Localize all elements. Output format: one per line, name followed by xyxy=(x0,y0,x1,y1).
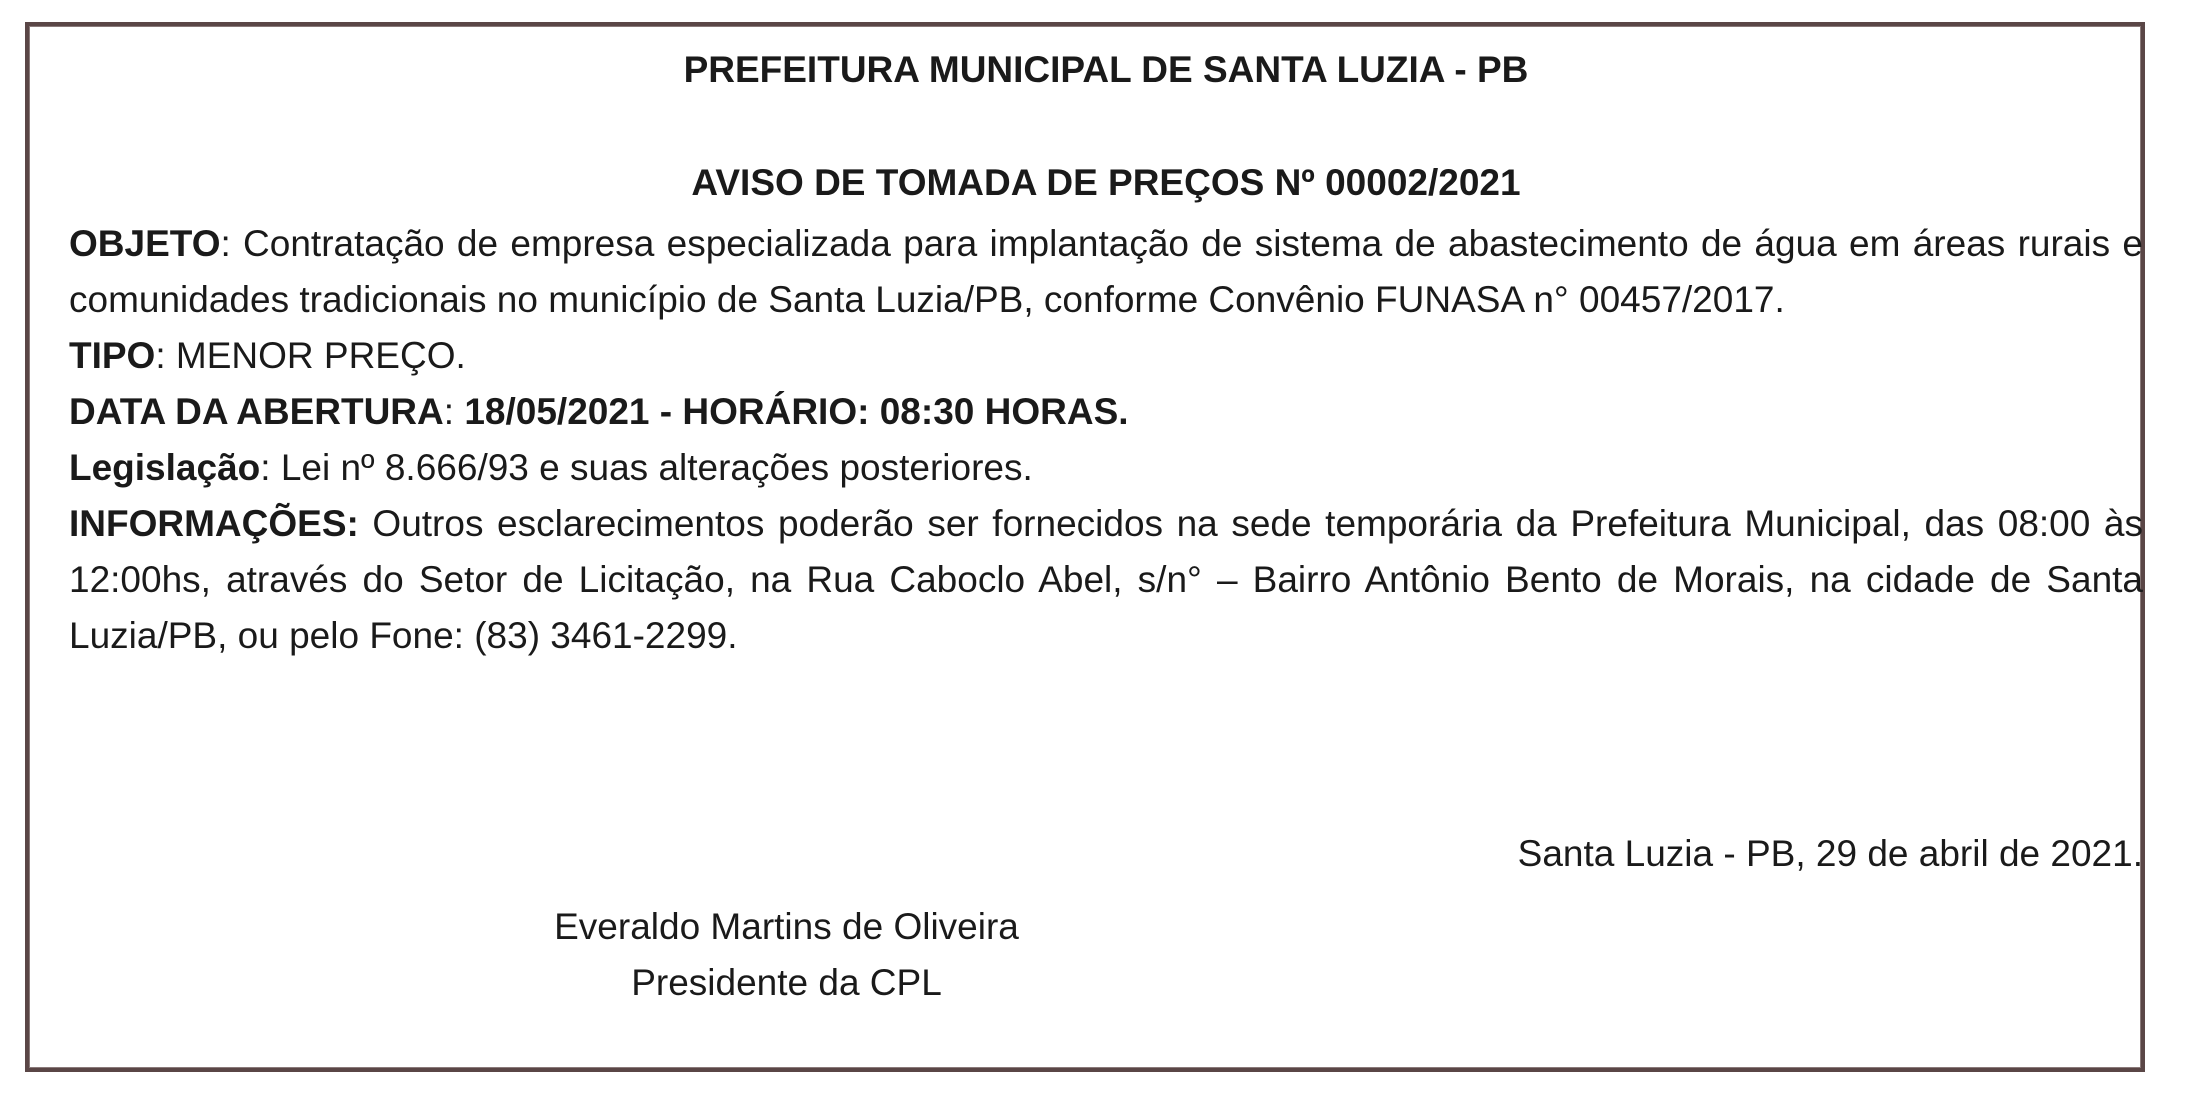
informacoes-label: INFORMAÇÕES: xyxy=(69,503,359,544)
tipo-text: : MENOR PREÇO. xyxy=(155,335,466,376)
place-date: Santa Luzia - PB, 29 de abril de 2021. xyxy=(1517,833,2143,874)
legislacao-paragraph xyxy=(69,440,2143,496)
objeto-label: OBJETO xyxy=(69,223,221,264)
informacoes-text: Outros esclarecimentos poderão ser fornecidos na sede temporária da Prefeitura Municipal, das 08:00 às 12:00hs, através do Setor de Licitação, na Rua Caboclo Abel, s/n° – Bairro Antônio Bento de Morais, na cidade de Santa Luzia/PB, ou pelo Fone: (83) 3461-2299. xyxy=(69,503,2143,656)
tipo-paragraph xyxy=(69,328,2143,384)
data-abertura-label: DATA DA ABERTURA xyxy=(69,391,444,432)
tipo-label: TIPO xyxy=(69,335,156,376)
legislacao-label: Legislação xyxy=(69,447,261,488)
data-abertura-value: 18/05/2021 - HORÁRIO: 08:30 HORAS. xyxy=(464,391,1129,432)
signatory-role: Presidente da CPL xyxy=(631,962,942,1003)
notice-frame xyxy=(25,22,2145,1072)
objeto-paragraph xyxy=(69,216,2143,328)
objeto-text: : Contratação de empresa especializada para implantação de sistema de abastecimento de água em áreas rurais e comunidades tradicionais no município de Santa Luzia/PB, conforme Convênio FUNASA n° 00457/2017. xyxy=(69,223,2143,320)
notice-body xyxy=(69,216,2143,664)
data-abertura-paragraph xyxy=(69,384,2143,440)
organization-title: PREFEITURA MUNICIPAL DE SANTA LUZIA - PB xyxy=(683,49,1529,90)
legislacao-text: : Lei nº 8.666/93 e suas alterações posteriores. xyxy=(260,447,1033,488)
signatory-name: Everaldo Martins de Oliveira xyxy=(554,906,1019,947)
notice-title: AVISO DE TOMADA DE PREÇOS Nº 00002/2021 xyxy=(691,162,1521,203)
data-abertura-separator: : xyxy=(443,391,465,432)
informacoes-paragraph xyxy=(69,496,2143,664)
